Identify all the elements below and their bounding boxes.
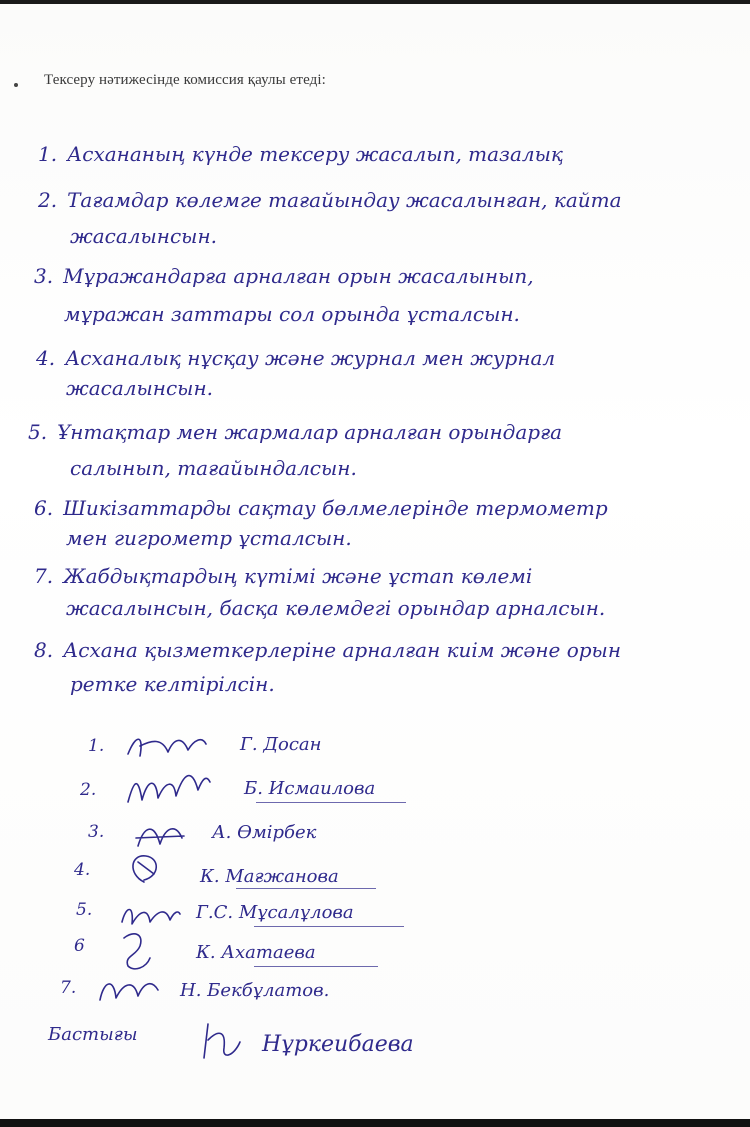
- head-title: Бастығы: [48, 1024, 138, 1045]
- signature-name: К. Мағжанова: [200, 866, 339, 887]
- item-number: 7.: [34, 564, 54, 588]
- list-item-4-cont: [66, 370, 213, 406]
- name-underline: [254, 966, 378, 967]
- signature-number: 2.: [80, 780, 97, 800]
- signature-name: А. Өмірбек: [212, 822, 317, 843]
- list-item-6-cont: [66, 520, 352, 556]
- bullet-dot: [14, 83, 18, 87]
- signature-scribble: [122, 726, 212, 766]
- list-item-2-cont: [70, 218, 217, 254]
- list-item-8: [34, 632, 621, 668]
- signature-number: 1.: [88, 736, 105, 756]
- head-signature-scribble: [196, 1016, 248, 1064]
- signature-name: Н. Бекбұлатов.: [180, 980, 330, 1001]
- name-underline: [254, 926, 404, 927]
- signature-name: Г. Досан: [240, 734, 322, 755]
- item-number: 8.: [34, 638, 54, 662]
- item-line: Асханалық нұсқау және журнал мен журнал: [65, 346, 556, 370]
- item-number: 4.: [36, 346, 56, 370]
- signature-name: Г.С. Мұсалұлова: [196, 902, 354, 923]
- item-line: Ұнтақтар мен жармалар арналған орындарға: [57, 420, 563, 444]
- list-item-7-cont: [66, 590, 605, 626]
- head-name: Нұркеибаева: [262, 1032, 414, 1057]
- item-line: мен гигрометр ұсталсын.: [66, 526, 352, 550]
- item-line: Жабдықтардың күтімі және ұстап көлемі: [63, 564, 533, 588]
- item-number: 2.: [38, 188, 58, 212]
- item-number: 1.: [38, 142, 58, 166]
- item-line: жасалынсын, басқа көлемдегі орындар арналсын.: [66, 596, 606, 620]
- signature-scribble: [94, 970, 164, 1010]
- item-line: Асхана қызметкерлеріне арналған киім және орын: [63, 638, 622, 662]
- item-line: Асхананың күнде тексеру жасалып, тазалық: [67, 142, 563, 166]
- item-line: жасалынсын.: [66, 376, 214, 400]
- list-item-3: [34, 258, 534, 294]
- item-line: мұражан заттары сол орында ұсталсын.: [64, 302, 520, 326]
- signature-number: 3.: [88, 822, 105, 842]
- signature-number: 7.: [60, 978, 77, 998]
- scan-bottom-edge: [0, 1119, 750, 1127]
- scan-top-edge: [0, 0, 750, 4]
- list-item-5-cont: [70, 450, 357, 486]
- signature-scribble: [124, 848, 168, 888]
- document-header: Тексеру нәтижесінде комиссия қаулы етеді:: [44, 72, 326, 88]
- signature-number: 4.: [74, 860, 91, 880]
- list-item-5: [28, 414, 562, 450]
- name-underline: [256, 802, 406, 803]
- signature-name: Б. Исмаилова: [244, 778, 376, 799]
- item-number: 6.: [34, 496, 54, 520]
- item-line: ретке келтірілсін.: [70, 672, 275, 696]
- name-underline: [236, 888, 376, 889]
- list-item-2: [38, 182, 622, 218]
- list-item-1: [38, 136, 563, 172]
- list-item-3-cont: [64, 296, 520, 332]
- signature-number: 5.: [76, 900, 93, 920]
- signature-number: 6: [74, 936, 85, 956]
- signature-scribble: [118, 762, 214, 810]
- item-line: Тағамдар көлемге тағайындау жасалынған, кайта: [67, 188, 622, 212]
- item-line: жасалынсын.: [70, 224, 218, 248]
- list-item-8-cont: [70, 666, 275, 702]
- item-line: Мұражандарға арналған орын жасалынып,: [63, 264, 534, 288]
- signature-name: К. Ахатаева: [196, 942, 316, 963]
- item-number: 3.: [34, 264, 54, 288]
- item-line: Шикізаттарды сақтау бөлмелерінде термометр: [63, 496, 608, 520]
- item-number: 5.: [28, 420, 48, 444]
- list-item-7: [34, 558, 532, 594]
- signature-scribble: [114, 926, 158, 974]
- item-line: салынып, тағайындалсын.: [70, 456, 357, 480]
